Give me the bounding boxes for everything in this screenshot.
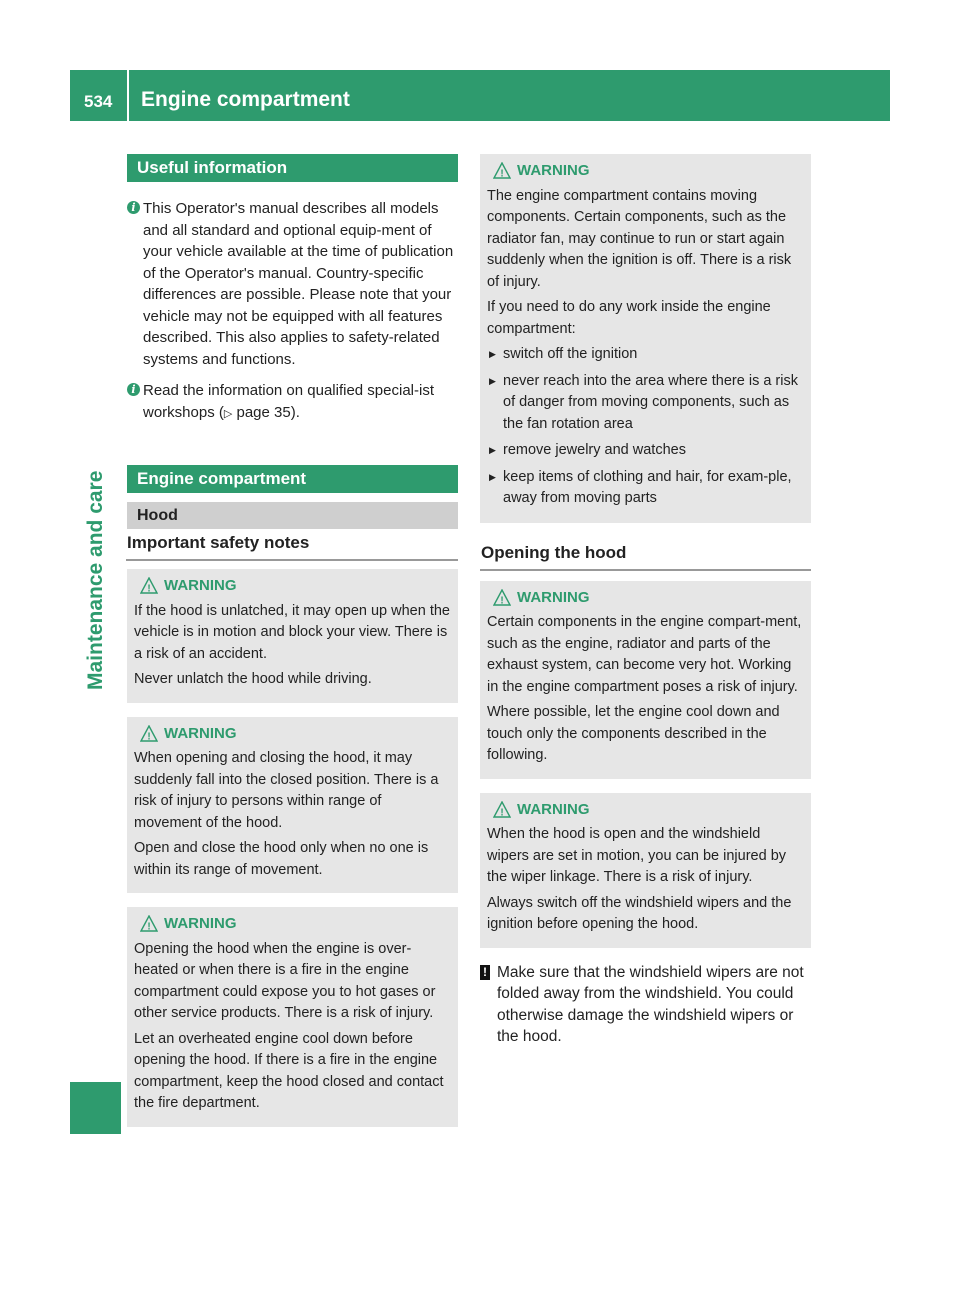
- safety-notes-heading: Important safety notes: [126, 529, 458, 561]
- warning-triangle-icon: [140, 725, 158, 742]
- list-item: ▶ remove jewelry and watches: [487, 440, 803, 462]
- warning-text: Never unlatch the hood while driving.: [134, 671, 372, 687]
- list-item: ▶ keep items of clothing and hair, for exam-ple, away from moving parts: [487, 467, 803, 510]
- info-icon: i: [127, 383, 140, 396]
- info-icon: i: [127, 201, 140, 214]
- warning-box: [480, 581, 811, 779]
- list-item: ▶ switch off the ignition: [487, 344, 803, 366]
- warning-text: If the hood is unlatched, it may open up when the vehicle is in motion and block your view. There is a risk of an accident.: [134, 602, 450, 662]
- warning-label: WARNING: [164, 724, 237, 742]
- info-text-prefix: Read the information on qualified special-ist workshops (: [143, 382, 434, 421]
- warning-header: [134, 913, 450, 935]
- side-tab-label: Maintenance and care: [84, 470, 107, 690]
- svg-text:!: !: [500, 168, 504, 180]
- warning-label: WARNING: [164, 915, 237, 932]
- header-divider: [127, 70, 129, 121]
- warning-label: WARNING: [517, 588, 590, 606]
- opening-hood-heading: Opening the hood: [480, 539, 811, 571]
- engine-compartment-heading: Engine compartment: [127, 465, 458, 493]
- svg-text:!: !: [147, 731, 151, 742]
- warning-box: [480, 793, 811, 948]
- warning-triangle-icon: [493, 801, 511, 818]
- caution-note: [480, 962, 811, 1048]
- warning-text: When opening and closing the hood, it may suddenly fall into the closed position. There is a risk of injury to persons within range of movement of the hood.: [134, 750, 439, 831]
- warning-triangle-icon: [140, 577, 158, 594]
- warning-text: Always switch off the windshield wipers and the ignition before opening the hood.: [487, 894, 792, 932]
- warning-label: WARNING: [517, 162, 590, 179]
- page-number: 534: [84, 92, 113, 111]
- list-item: ▶ never reach into the area where there is a risk of danger from moving components, such as the fan rotation area: [487, 371, 803, 436]
- warning-text: When the hood is open and the windshield wipers are set in motion, you can be injured by the wiper linkage. There is a risk of injury.: [487, 826, 787, 885]
- warning-triangle-icon: [493, 589, 511, 606]
- warning-text: The engine compartment contains moving components. Certain components, such as the radiator fan, may continue to run or start again suddenly when the ignition is off. There is a risk of injury.: [487, 187, 792, 290]
- page-ref-link[interactable]: page 35).: [232, 403, 300, 421]
- warning-header: [487, 587, 803, 609]
- left-column: [127, 154, 458, 1127]
- warning-header: [487, 799, 803, 821]
- hood-subheading: Hood: [127, 502, 458, 529]
- warning-triangle-icon: [140, 915, 158, 932]
- useful-information-heading: Useful information: [127, 154, 458, 182]
- side-tab-block: [70, 1082, 121, 1134]
- warning-box: [127, 717, 458, 894]
- warning-header: [134, 723, 450, 745]
- page-ref-arrow-icon: ▷: [223, 407, 233, 420]
- warning-box: [480, 154, 811, 523]
- right-column: [480, 154, 811, 1048]
- warning-label: WARNING: [164, 577, 237, 594]
- svg-text:!: !: [147, 583, 151, 595]
- svg-text:!: !: [147, 921, 151, 933]
- info-text: This Operator's manual describes all models and all standard and optional equip-ment of your vehicle available at the time of publication of the Operator's manual. Country-specific differences are possible. Please note that your vehicle may not be equipped with all features described. This also applies to safety-related systems and functions.: [143, 200, 454, 368]
- warning-text: Open and close the hood only when no one is within its range of movement.: [134, 840, 429, 878]
- warning-text: Where possible, let the engine cool down and touch only the components described in the following.: [487, 704, 780, 763]
- warning-text: Opening the hood when the engine is over-heated or when there is a fire in the engine compartment could expose you to hot gases or other service products. There is a risk of injury.: [134, 940, 436, 1021]
- info-note-workshops: [127, 380, 458, 425]
- warning-text: If you need to do any work inside the engine compartment:: [487, 299, 771, 337]
- svg-text:!: !: [500, 807, 504, 818]
- warning-label: WARNING: [517, 800, 590, 818]
- caution-text: Make sure that the windshield wipers are not folded away from the windshield. You could otherwise damage the windshield wipers or the hood.: [497, 963, 804, 1045]
- exclamation-icon: !: [480, 965, 490, 980]
- warning-header: [487, 160, 803, 182]
- warning-text: Certain components in the engine compart-ment, such as the engine, radiator and parts of the exhaust system, can become very hot. Working in the engine compartment poses a risk of injury.: [487, 614, 802, 695]
- warning-box: [127, 907, 458, 1127]
- info-note-manual: [127, 198, 458, 370]
- warning-header: [134, 575, 450, 597]
- page-title: Engine compartment: [141, 88, 350, 111]
- warning-triangle-icon: [493, 162, 511, 179]
- warning-bullet-list: [487, 344, 803, 510]
- svg-text:!: !: [500, 595, 504, 606]
- warning-text: Let an overheated engine cool down before opening the hood. If there is a fire in the engine compartment, keep the hood closed and contact the fire department.: [134, 1030, 444, 1111]
- warning-box: [127, 569, 458, 703]
